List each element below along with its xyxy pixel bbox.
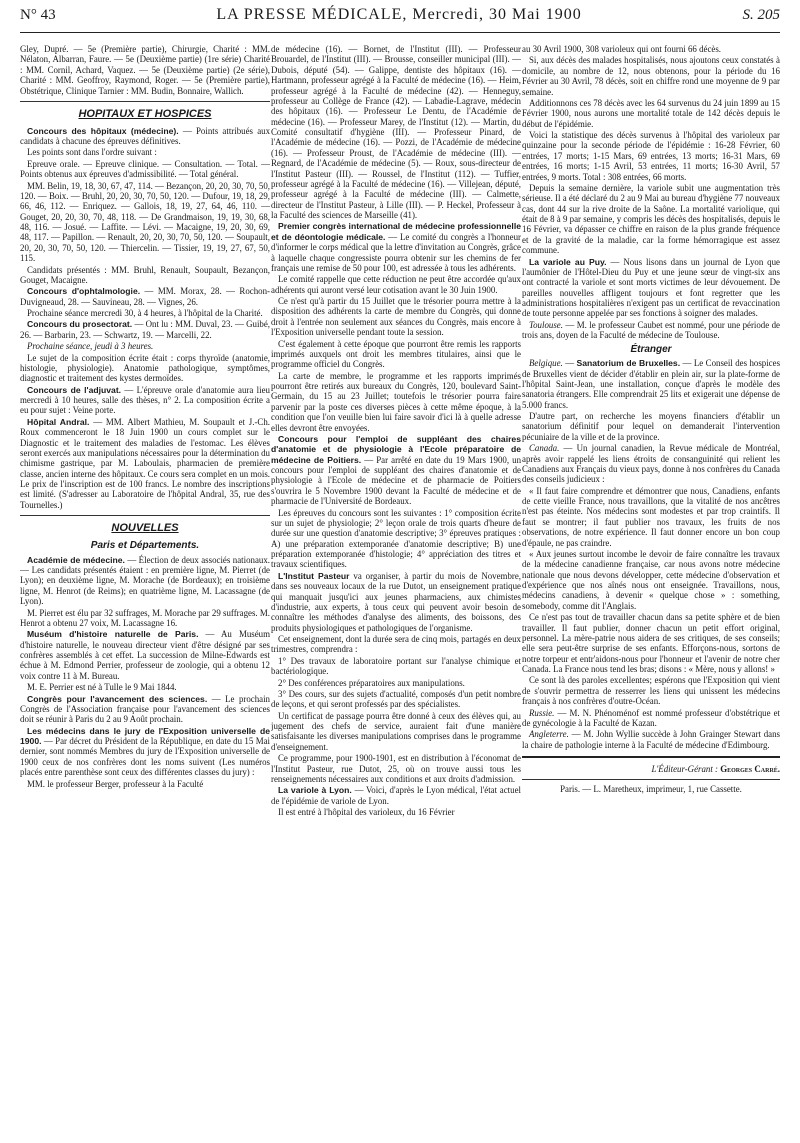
paragraph: Ce n'est pas tout de travailler chacun dans sa petite sphère et de bien travailler. Il faut publier, donner chacun un petit effort original, personnel. La mère-patrie nous aidera de ses critiques, de ses conseils; elle sera peut-être surprise de ses enfants. Efforçons-nous, sortons de notre torpeur et entr'aidons-nous pour l'honneur et l'avenir de notre cher Canada. La France nous tend les bras; disons : « Mère, nous y allons! » [522,612,780,675]
article-text: va organiser, à partir du mois de Novembre, dans ses nouveaux locaux de la rue Dutot, un enseignement pratique qui manquait jusqu'ici aux jeunes pharmaciens, aux chimistes d'industrie, aux experts, à tous ceux qui peuvent avoir besoin de connaître les méthodes d'analyse des aliments, des boissons, des produits physiologiques et pathologiques de l'organisme. [271,570,521,633]
place-name: Canada. [529,443,560,454]
article-title: La variole à Lyon. [278,785,352,796]
article-title: Académie de médecine. [27,554,125,565]
place-name: Belgique. [529,358,563,369]
paragraph: Les points sont dans l'ordre suivant : [27,147,157,158]
article-text: — Par arrêté en date du 19 Mars 1900, un concours pour l'emploi de suppléant des chaires d'anatomie et de physiologie à l'Ecole de médecine et de pharmacie de Poitiers s'ouvrira le 5 Novembre 1900 devant la Faculté de médecine et de pharmacie de l'Université de Bordeaux. [271,454,521,507]
paragraph: Cet enseignement, dont la durée sera de cinq mois, partagés en deux trimestres, comprendra : [271,634,521,655]
article-text: — Au Muséum d'histoire naturelle, le nouveau directeur vient d'être désigné par ses confrères assemblés à cet effet. La succession de Milne-Edwards est échue à M. Edmond Perrier, professeur de zoologie, qui a obtenu 12 voix contre 11 à M. Bureau. [20,629,270,681]
subsection-heading: Étranger [630,343,672,355]
paragraph: C'est également à cette époque que pourront être remis les rapports imprimés auxquels ont droit les membres titulaires, ainsi que le programme officiel du Congrès. [271,338,521,370]
paragraph: La carte de membre, le programme et les rapports imprimés pourront être retirés aux bureaux du Congrès, 120, boulevard Saint-Germain, du 15 au 23 Juillet; toutefois le trésorier pourra faire parvenir par la poste ces diverses pièces à cette même époque, à la condition que l'on veuille bien lui faire savoir d'ici là à quelle adresse elles devront être envoyées. [271,370,521,433]
article-title: Sanatorium de Bruxelles. [576,358,681,369]
article-title: Concours des hôpitaux (médecine). [27,125,179,136]
article-title: Les médecins dans le jury de l'Exposition universelle de 1900. [20,725,270,747]
article-text: — Points attribués aux candidats à chacune des épreuves définitives. [20,125,270,147]
article-text: — Par décret du Président de la République, en date du 15 Mai dernier, sont nommés Membres du jury de l'Exposition universelle de 1900 ceux de nos confrères dont les noms suivent (Les numéros placés entre parenthèse sont ceux des différentes classes du jury) : [20,736,270,778]
divider [20,101,270,102]
article-text: — Nous lisons dans un journal de Lyon que l'aumônier de l'Hôtel-Dieu du Puy et une jeune sœur de vingt-six ans ont contracté la variole et sont morts victimes de leur dévouement. De pareilles nouvelles affligent toujours et font regretter que les administrations hospitalières n'exigent pas un certificat de revaccination de toute personne appelée par ses fonctions à soigner des malades. [522,256,780,319]
paragraph: Les épreuves du concours sont les suivantes : 1° composition écrite sur un sujet de physiologie; 2° leçon orale de trois quarts d'heure de durée sur une question d'anatomie descriptive; 3° épreuves pratiques : A) une préparation extemporanée d'anatomie descriptive; B) une préparation extemporanée d'histologie; 4° appréciation des titres et travaux scientifiques. [271,507,521,570]
paragraph: Un certificat de passage pourra être donné à ceux des élèves qui, au jugement des chefs de service, auraient fait d'une manière satisfaisante les diverses manipulations comprises dans le programme d'enseignement. [271,710,521,752]
column-1 [20,44,270,1124]
article-text: — Ont lu : MM. Duval, 23. — Guibé, 26. — Barbarin, 23. — Schwartz, 19. — Marcelli, 22. [20,319,270,340]
article-text: — M. le professeur Caubet est nommé, pour une période de trois ans, doyen de la Faculté de médecine de Toulouse. [522,319,780,341]
paragraph: Si, aux décès des malades hospitalisés, nous ajoutons ceux constatés à domicile, au nombre de 12, nous obtenons, pour la période du 16 Février au 30 Avril, 78 décès, soit en chiffre rond une moyenne de 9 par semaine. [522,55,780,97]
paragraph: M. E. Perrier est né à Tulle le 9 Mai 1844. [27,682,177,693]
article-text: — MM. Morax, 28. — Rochon-Duvigneaud, 28. — Sauvineau, 28. — Vignes, 26. [20,286,270,307]
divider [522,779,780,780]
paragraph: Prochaine séance, jeudi à 3 heures. [27,341,154,352]
subsection-heading: Paris et Départements. [90,540,200,551]
article-title: La variole au Puy. [529,256,607,267]
article-text: — Le prochain Congrès de l'Association française pour l'avancement des sciences doit se réunir à Paris du 2 au 9 Août prochain. [20,693,270,725]
section-heading-hopitaux: HOPITAUX ET HOSPICES [78,107,212,120]
paragraph: MM. Belin, 19, 18, 30, 67, 47, 114. — Bezançon, 20, 20, 30, 70, 50, 120. — Boix. — Bruhl, 20, 20, 30, 70, 50, 120. — Dufour, 19, 18, 29, 66, 46, 112. — Enriquez. — Gallois, 18, 19, 27, 64, 46, 110. — Gouget, 20, 20, 30, 70, 48, 118. — De Grandmaison, 19, 19, 30, 68, 48, 116. — Josué. — Laffite. — Lévi. — Macaigne, 19, 20, 30, 69, 48, 117. — Papillon. — Renault, 20, 20, 30, 70, 50, 120. — Soupault, 20, 20, 30, 70, 50, 120. — Thiercelin. — Tissier, 19, 19, 27, 67, 50, 115. [20,180,270,264]
list-item: 2° Des conférences préparatoires aux manipulations. [278,677,465,688]
paragraph: Additionnons ces 78 décès avec les 64 survenus du 24 juin 1899 au 15 Février 1900, nous aurons une mortalité totale de 142 décès depuis le début de l'épidémie. [522,97,780,129]
article-text: — L'épreuve orale d'anatomie aura lieu mercredi à 10 heures, salle des thèses, n° 2. La composition écrite a eu pour sujet : Veine porte. [20,384,270,416]
article-title: Concours d'ophtalmologie. [27,286,141,297]
list-item: 1° Des travaux de laboratoire portant sur l'analyse chimique et bactériologique. [271,655,521,677]
column-3: au 30 Avril 1900, 308 varioleux qui ont fourni 66 décès. Si, aux décès des malades hospitalisés, nous ajoutons ceux constatés à domicile, au nombre de 12, nous obtenons, pour la période du 16 Février au 30 Avril, 78 décès, soit en chiffre rond une moyenne de 9 par semaine. Additionnons ces 78 décès avec les 64 survenus du 24 juin 1899 au 15 Février 1900, nous aurons une mortalité totale de 142 décès depuis le début de l'épidémie. Voici la statistique des décès survenus à l'hôpital des varioleux par quinzaine pour la seconde période de l'épidémie : 16-28 Février, 60 entrées, 17 morts; 1-15 Mars, 69 entrées, 13 morts; 16-31 Mars, 69 entrées, 16 morts; 1-15 Avril, 53 entrées, 11 morts; 16-30 Avril, 57 entrées, 9 morts. Total : 308 entrées, 66 morts. Depuis la semaine dernière, la variole subit une augmentation très sérieuse. Il a été déclaré du 2 au 9 Mai au bureau d'hygiène 77 nouveaux cas, dont 44 sur la rive droite de la Saône. La mortalité variolique, qui était de 8 à 9 par semaine, y compris les décès des hospitalisés, depuis le 16 Février, va dépasser ce chiffre en raison de la plus grande fréquence et de la gravité de la maladie, car la forme hémorragique est assez commune. La variole au Puy. — Nous lisons dans un journal de Lyon que l'aumônier de l'Hôtel-Dieu du Puy et une jeune sœur de vingt-six ans ont contracté la variole et sont morts victimes de leur dévouement. De pareilles nouvelles affligent toujours et font regretter que les administrations hospitalières n'exigent pas un certificat de revaccination de toute personne appelée par ses fonctions à soigner des malades. Toulouse. — M. le professeur Caubet est nommé, pour une période de trois ans, doyen de la Faculté de médecine de Toulouse. Étranger Belgique. — Sanatorium de Bruxelles. — Le Conseil des hospices de Bruxelles vient de décider d'établir en plein air, sur la plate-forme de l'hôpital Saint-Jean, une installation, conçue d'après le modèle des sanatoria étrangers. Elle comprendrait 25 lits et exigerait une dépense de 5.000 francs. D'autre part, on recherche les moyens financiers d'établir un sanatorium définitif pour lequel on demanderait l'intervention pécuniaire de la ville et de la province. Canada. — Un journal canadien, la Revue médicale de Montréal, après avoir rappelé les liens étroits de consanguinité qui relient les Canadiens aux Français du vieux pays, donne à nos confrères du Canada des conseils judicieux : « Il faut faire comprendre et démontrer que nous, Canadiens, enfants de cette vieille France, nous travaillons, que la vitalité de nos ancêtres n'est pas éteinte. Nos médecins sont modestes et par trop craintifs. Il faut se montrer; il faut publier nos travaux, les fruits de nos observations, de notre expérience. Il faut donner encore un bon coup d'épaule, ne pas craindre. « Aux jeunes surtout incombe le devoir de faire connaître les travaux de la médecine canadienne française, car nous avons notre médecine nationale que nous devons développer, cette médecine d'observation et d'expérience que nos aînés nous ont enseignée. Travaillons, nous, médecins canadiens, à devenir « quelque chose » : something, somebody, comme dit l'Anglais. Ce n'est pas tout de travailler chacun dans sa petite sphère et de bien travailler. Il faut publier, donner chacun un petit effort original, personnel. La mère-patrie nous aidera de ses critiques, de ses conseils; elle sera peut-être surprise de ses enfants. Efforçons-nous, sortons de notre torpeur et entr'aidons-nous pour l'honneur et l'avenir de notre cher Canada. La France nous tend les bras; disons : « Mère, nous y allons! » Ce sont là des paroles excellentes; espérons que l'Exposition qui vient de s'ouvrir permettra de resserrer les liens qui unissent les médecins français à nos confrères d'outre-Océan. Russie. — M. N. Phénoménof est nommé professeur d'obstétrique et de gynécologie à la Faculté de Kazan. Angleterre. — M. John Wyllie succède à John Grainger Stewart dans la chaire de pathologie interne à la Faculté de médecine d'Edimbourg. L'Éditeur-Gérant : Georges Carré. Paris. — L. Maretheux, imprimeur, 1, rue Cassette. [522,44,780,795]
paragraph: Candidats présentés : MM. Bruhl, Renault, Soupault, Bezançon, Gouget, Macaigne. [20,264,270,285]
paragraph: Il est entré à l'hôpital des varioleux, du 16 Février [278,807,455,817]
article-title: Congrès pour l'avancement des sciences. [27,693,208,704]
paragraph: D'autre part, on recherche les moyens financiers d'établir un sanatorium définitif pour lequel on demanderait l'intervention pécuniaire de la ville et de la province. [522,411,780,442]
article-title: Hôpital Andral. [27,416,90,427]
paragraph: Ce programme, pour 1900-1901, est en distribution à l'économat de l'Institut Pasteur, rue Dutot, 25, où on trouve aussi tous les renseignements nécessaires aux conditions et aux droits d'admission. [271,753,521,784]
article-text: — Élection de deux associés nationaux. — Les candidats présentés étaient : en première ligne, M. Pierret (de Lyon); en deuxième ligne, M. Morache (de Bordeaux); en troisième ligne, M. Henrot (de Reims); en quatrième ligne, M. Lacassagne (de Lyon). [20,554,270,607]
paragraph: Voici la statistique des décès survenus à l'hôpital des varioleux par quinzaine pour la seconde période de l'épidémie : 16-28 Février, 60 entrées, 17 morts; 1-15 Mars, 69 entrées, 13 morts; 16-31 Mars, 69 entrées, 16 morts; 1-15 Avril, 53 entrées, 11 morts; 16-30 Avril, 57 entrées, 9 morts. Total : 308 entrées, 66 morts. [522,130,780,182]
article-title: Concours du prosectorat. [27,319,133,330]
paragraph: Le sujet de la composition écrite était : corps thyroïde (anatomie, histologie, physiologie). Anatomie pathologique, symptômes, diagnostic et traitement des kystes dermoïdes. [20,352,270,384]
article-text: — Le Conseil des hospices de Bruxelles vient de décider d'établir en plein air, sur la plate-forme de l'hôpital Saint-Jean, une installation, conçue d'après le modèle des sanatoria étrangers. Elle comprendrait 25 lits et exigerait une dépense de 5.000 francs. [522,358,780,410]
article-title: Concours de l'adjuvat. [27,384,122,395]
article-text: — MM. Albert Mathieu, M. Soupault et J.-Ch. Roux commenceront le 18 Juin 1900 un cours complet sur le Diagnostic et le traitement des maladies de l'estomac. Les élèves seront exercés aux manipulations nécessaires pour la détermination du chimisme gastrique, par M. Laboulais, pharmacien de première classe, ancien interne des hôpitaux. Ce cours sera complet en un mois. Le prix de l'inscription est de 100 francs. Le nombre des inscriptions est limité. (S'adresser au Laboratoire de l'hôpital Andral, 35, rue des Tournelles.) [20,416,270,510]
paragraph: « Il faut faire comprendre et démontrer que nous, Canadiens, enfants de cette vieille France, nous travaillons, que la vitalité de nos ancêtres n'est pas éteinte. Nos médecins sont modestes et par trop craintifs. Il faut se montrer; il faut publier nos travaux, les fruits de nos observations, de notre expérience. Il faut donner encore un bon coup d'épaule, ne pas craindre. [522,485,780,548]
publisher-name: Georges Carré. [720,764,780,775]
article-text: — M. John Wyllie succède à John Grainger Stewart dans la chaire de pathologie interne à la Faculté de médecine d'Edimbourg. [522,729,780,750]
intro-text: Gley, Dupré. — 5e (Première partie), Chirurgie, Charité : MM. Nélaton, Albarran, Faure. — 5e (Deuxième partie) (1re série) Charité : MM. Cornil, Achard, Vaquez. — 5e (Deuxième partie) (2e série), Charité : MM. Geoffroy, Raymond, Roger. — 5e (Première partie), Obstétrique, Clinique Tarnier : MM. Budin, Bonnaire, Wallich. [20,44,270,96]
printer-line: Paris. — L. Maretheux, imprimeur, 1, rue Cassette. [560,784,742,795]
article-title: L'Institut Pasteur [278,570,350,581]
paragraph: MM. le professeur Berger, professeur à la Faculté [27,778,204,789]
article-title: Muséum d'histoire naturelle de Paris. [27,629,199,640]
article-title: Concours pour l'emploi de suppléant des chaires d'anatomie et de physiologie à l'Ecole préparatoire de médecine de Poitiers. [271,433,521,465]
issue-number: N° 43 [20,7,56,23]
paragraph: Le comité rappelle que cette réduction ne peut être accordée qu'aux adhérents qui auront versé leur cotisation avant le 30 Juin 1900. [271,274,521,295]
place-name: Toulouse. [529,319,563,330]
paragraph: Prochaine séance mercredi 30, à 4 heures, à l'hôpital de la Charité. [27,308,263,319]
place-name: Angleterre. [529,729,569,740]
journal-title: LA PRESSE MÉDICALE, Mercredi, 30 Mai 1900 [216,6,582,23]
divider [522,756,780,758]
paragraph: « Aux jeunes surtout incombe le devoir de faire connaître les travaux de la médecine canadienne française, car nous avons notre médecine nationale que nous devons développer, cette médecine d'observation et d'expérience que nos aînés nous ont enseignée. Travaillons, nous, médecins canadiens, à devenir « quelque chose » : something, somebody, comme dit l'Anglais. [522,548,780,611]
publisher-line [522,764,780,774]
paragraph: M. Pierret est élu par 32 suffrages, M. Morache par 29 suffrages. M. Henrot a obtenu 27 voix, M. Lacassagne 16. [20,607,270,628]
page-header [20,6,780,33]
article-text: — Un journal canadien, la Revue médicale de Montréal, après avoir rappelé les liens étroits de consanguinité qui relient les Canadiens aux Français du vieux pays, donne à nos confrères du Canada des conseils judicieux : [522,443,780,485]
publisher-label: L'Éditeur-Gérant : [651,764,719,775]
column-2 [271,44,521,1124]
paragraph: Ce sont là des paroles excellentes; espérons que l'Exposition qui vient de s'ouvrir permettra de resserrer les liens qui unissent les médecins français à nos confrères d'outre-Océan. [522,675,780,707]
list-item: 3° Des cours, sur des sujets d'actualité, composés d'un petit nombre de leçons, et qui seront professés par des spécialistes. [271,688,521,710]
paragraph: Epreuve orale. — Epreuve clinique. — Consultation. — Total. — Points obtenus aux épreuves d'admissibilité. — Total général. [20,158,270,180]
article-text: — Voici, d'après le Lyon médical, l'état actuel de l'épidémie de variole de Lyon. [271,785,521,806]
section-heading-nouvelles: NOUVELLES [111,522,179,535]
paragraph: de médecine (16). — Bornet, de l'Institut (III). — Professeur Brouardel, de l'Institut (III). — Brousse, conseiller municipal (III). — Dubois, député (54). — Galippe, dentiste des hôpitaux (16). — Hartmann, professeur agrégé à la Faculté de médecine (16). — Heim, professeur agrégé à la Faculté de médecine (42). — Henneguy, professeur au Collège de France (42). — Labadie-Lagrave, médecin des hôpitaux (16). — Professeur Le Dentu, de l'Académie de médecine (16). — Professeur Marey, de l'Institut (12). — Martin, du Comité consultatif d'hygiène (III). — Professeur Pinard, de l'Académie de médecine (16). — Pozzi, de l'Académie de médecine (16). — Professeur Proust, de l'Académie de médecine (III). — Regnard, de l'Académie de médecine (5). — Roux, sous-directeur de l'Institut Pasteur (III). — Roussel, de l'Institut (112). — Tuffier, professeur agrégé à la Faculté de médecine (16). — Villejean, député, professeur agrégé à la Faculté de médecine (III). — Calmette, directeur de l'Institut Pasteur, à Lille (III). — P. Heckel, Professeur à la Faculté des sciences de Marseille (41). [271,44,521,220]
paragraph: Ce n'est qu'à partir du 15 Juillet que le trésorier pourra mettre à la disposition des adhérents la carte de membre du Congrès, qui donne droit à l'entrée non seulement aux séances du Congrès, mais encore à l'Exposition universelle pendant toute la session. [271,296,521,338]
paragraph: Depuis la semaine dernière, la variole subit une augmentation très sérieuse. Il a été déclaré du 2 au 9 Mai au bureau d'hygiène 77 nouveaux cas, dont 44 sur la rive droite de la Saône. La mortalité variolique, qui était de 8 à 9 par semaine, y compris les décès des hospitalisés, depuis le 16 Février, va dépasser ce chiffre en raison de la plus grande fréquence et de la gravité de la maladie, car la forme hémorragique est assez commune. [522,182,780,256]
page-number: S. 205 [742,7,780,23]
article-title: Premier congrès international de médecine professionnelle et de déontologie médicale. [271,221,521,242]
article-text: — Le comité du congrès a l'honneur d'informer le corps médical que la lettre d'invitation au Congrès, grâce à laquelle chaque congressiste pourra obtenir sur les chemins de fer français une remise de 50 pour 100, est adressée à tous les adhérents. [271,231,521,273]
place-name: Russie. [529,707,555,718]
divider [20,515,270,516]
article-text: — M. N. Phénoménof est nommé professeur d'obstétrique et de gynécologie à la Faculté de Kazan. [522,707,780,728]
paragraph: au 30 Avril 1900, 308 varioleux qui ont fourni 66 décès. [522,44,721,54]
